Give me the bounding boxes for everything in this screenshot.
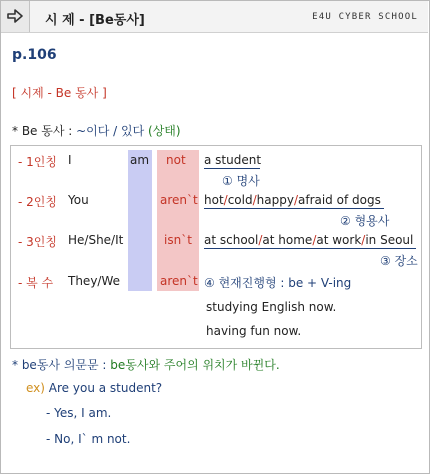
be-definition-state: (상태) [144,124,181,138]
row1-neg: not [166,153,186,167]
row2-complement: hot/cold/happy/afraid of dogs [204,193,381,207]
answer-yes: - Yes, I am. [46,406,112,420]
row3-subject: He/She/It [68,233,124,247]
row2-underline [204,208,384,209]
question-rule-label: * be동사 의문문 : [12,358,111,372]
conjugation-table [10,145,422,349]
be-definition-meaning: ~이다 / 있다 [76,124,145,138]
row3-person: - 3인칭 [18,235,57,249]
row1-person: - 1인칭 [18,155,57,169]
question-rule-text: be동사와 주어의 위치가 바뀐다. [110,358,280,372]
note-adjective: ② 형용사 [340,214,390,228]
row1-subject: I [68,153,72,167]
example-sentence: Are you a student? [48,381,163,395]
arrow-right-icon [1,1,30,32]
row1-be: am [130,153,150,167]
brand-label: E4U CYBER SCHOOL [312,12,418,22]
row3-complement: at school/at home/at work/in Seoul [204,233,414,247]
row3-neg: isn`t [164,233,192,247]
section-title: [ 시제 - Be 동사 ] [12,86,107,100]
progressive-example-2: having fun now. [206,324,302,338]
row4-neg: aren`t [160,274,198,288]
row1-underline [204,168,260,169]
row1-complement: a student [204,153,262,167]
row2-subject: You [68,193,89,207]
question-rule [12,356,280,373]
answer-no: - No, I` m not. [46,432,131,446]
note-place: ③ 장소 [380,254,418,268]
title-bar [1,1,428,33]
be-definition-prefix: * Be 동사 : [12,124,77,138]
row2-neg: aren`t [160,193,198,207]
page-title: 시 제 - [Be동사] [45,13,145,28]
row4-subject: They/We [68,274,121,288]
row4-complement: ④ 현재진행형 : be + V-ing [204,276,352,290]
row4-person: - 복 수 [18,276,54,290]
page-number: p.106 [12,47,57,63]
note-noun: ① 명사 [222,174,260,188]
be-column-highlight [128,150,152,291]
example-question [26,381,162,395]
progressive-example-1: studying English now. [206,300,337,314]
be-definition [12,122,181,139]
row2-person: - 2인칭 [18,195,57,209]
negative-column-highlight [157,150,199,291]
row3-underline [204,248,416,249]
example-prefix: ex) [26,381,45,395]
